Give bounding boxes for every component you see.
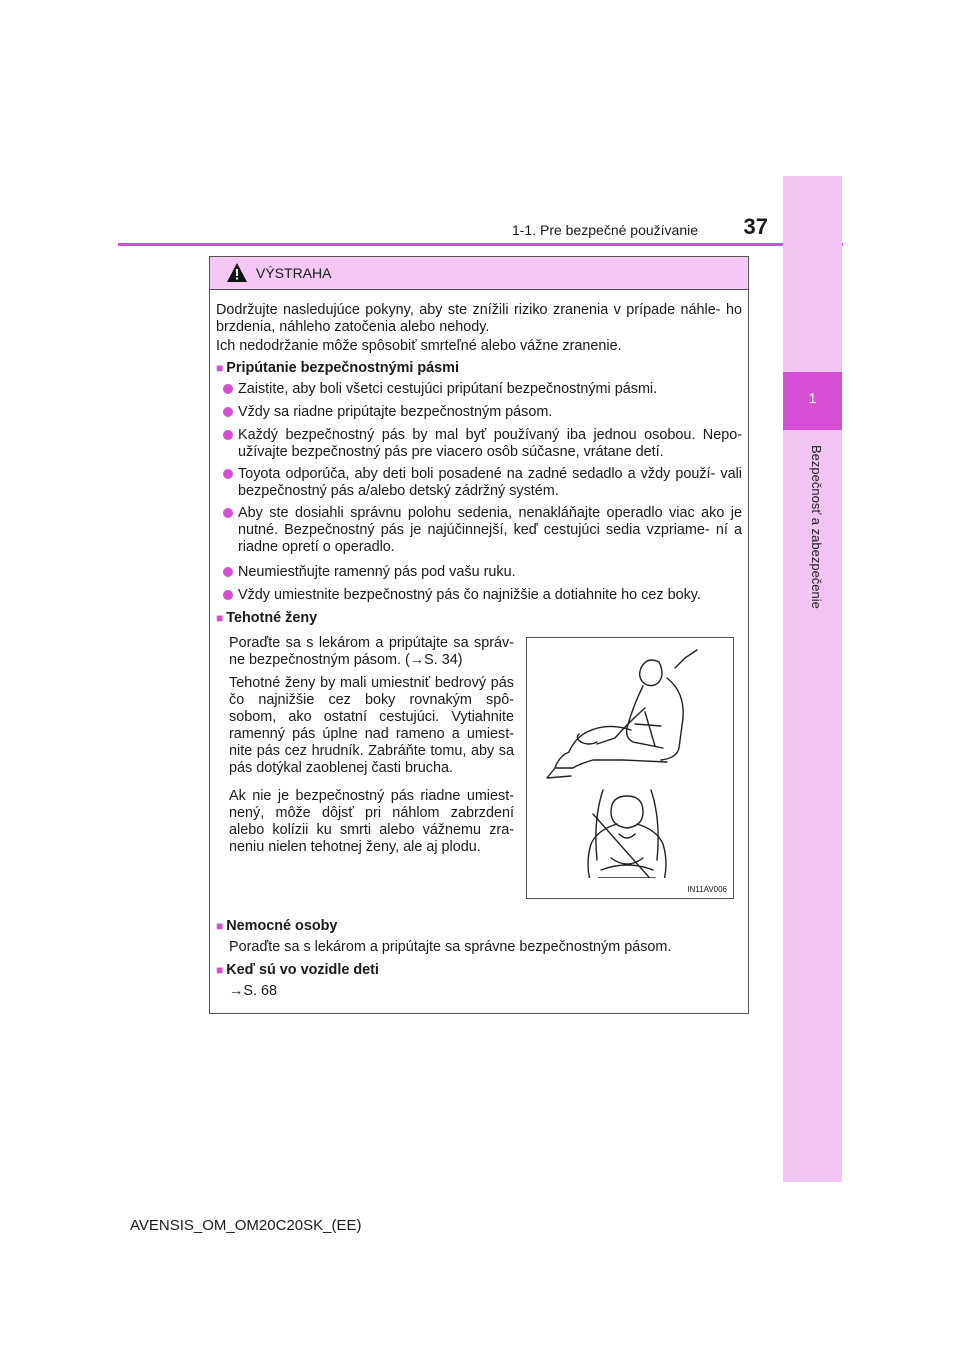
list-item: Toyota odporúča, aby deti boli posadené na zadné sedadlo a vždy použí- vali bezpečnostný pás a/alebo detský zádržný systém. [216, 466, 742, 500]
bullet-dot-icon [223, 508, 233, 518]
pregnant-paragraph: Poraďte sa s lekárom a pripútajte sa správ- ne bezpečnostným pásom. (→S. 34) [229, 635, 514, 668]
square-bullet-icon: ■ [216, 963, 224, 977]
document-code: AVENSIS_OM_OM20C20SK_(EE) [130, 1217, 362, 1234]
seated-woman-illustration [527, 638, 733, 878]
list-item: Vždy sa riadne pripútajte bezpečnostným pásom. [216, 404, 742, 421]
warning-intro-2: Ich nedodržanie môže spôsobiť smrteľné alebo vážne zranenie. [216, 338, 622, 354]
warning-triangle-icon [227, 263, 247, 282]
figure-code: IN11AV006 [687, 885, 727, 894]
list-item: Každý bezpečnostný pás by mal byť používaný iba jednou osobou. Nepo- užívajte bezpečnostný pás pre viacero osôb súčasne, vrátane detí. [216, 427, 742, 461]
section-heading-pregnant: ■ Tehotné ženy [216, 610, 318, 626]
bullet-dot-icon [223, 430, 233, 440]
list-item: Vždy umiestnite bezpečnostný pás čo najnižšie a dotiahnite ho cez boky. [216, 587, 742, 604]
bullet-dot-icon [223, 407, 233, 417]
square-bullet-icon: ■ [216, 361, 224, 375]
chapter-number: 1 [808, 390, 817, 406]
list-item: Neumiestňujte ramenný pás pod vašu ruku. [216, 564, 742, 581]
section-heading-children: ■ Keď sú vo vozidle deti [216, 962, 379, 978]
page-number: 37 [743, 214, 768, 239]
square-bullet-icon: ■ [216, 611, 224, 625]
pregnant-paragraph: Tehotné ženy by mali umiestniť bedrový pás čo najnižšie cez boky rovnakým spô- sobom, ako ostatní cestujúci. Vytiahnite ramenný pás úplne nad rameno a umiest- nite pás cez hrudník. Zabráňte tomu, aby sa pás dotýkal zaoblenej časti brucha. [229, 675, 514, 776]
bullet-dot-icon [223, 567, 233, 577]
warning-title: VÝSTRAHA [256, 265, 332, 281]
list-item: Aby ste dosiahli správnu polohu sedenia, nenakláňajte operadlo viac ako je nutné. Bezpečnostný pás je najúčinnejší, keď cestujúci sedia vzpriame- ní a riadne opretí o operadlo. [216, 505, 742, 556]
section-heading-seatbelts: ■ Pripútanie bezpečnostnými pásmi [216, 360, 459, 376]
chapter-title: Bezpečnosť a zabezpečenie [809, 445, 824, 609]
page-reference-link[interactable]: →S. 68 [229, 983, 277, 999]
pregnant-seatbelt-illustration [526, 637, 734, 899]
bullet-dot-icon [223, 469, 233, 479]
section-heading-ill: ■ Nemocné osoby [216, 918, 338, 934]
header-rule [118, 243, 843, 246]
bullet-dot-icon [223, 590, 233, 600]
square-bullet-icon: ■ [216, 919, 224, 933]
warning-intro: Dodržujte nasledujúce pokyny, aby ste znížili riziko zranenia v prípade náhle- ho brzdenia, náhleho zatočenia alebo nehody. [216, 302, 742, 335]
bullet-dot-icon [223, 384, 233, 394]
pregnant-paragraph: Ak nie je bezpečnostný pás riadne umiest- nený, môže dôjsť pri náhlom zabrzdení alebo kolízii ku smrti alebo vážnemu zra- neniu nielen tehotnej ženy, ale aj plodu. [229, 788, 514, 855]
list-item: Zaistite, aby boli všetci cestujúci pripútaní bezpečnostnými pásmi. [216, 381, 742, 398]
warning-box [209, 256, 749, 1014]
section-title: 1-1. Pre bezpečné používanie [511, 222, 698, 238]
ill-persons-text: Poraďte sa s lekárom a pripútajte sa správne bezpečnostným pásom. [229, 939, 672, 955]
warning-header [210, 257, 748, 290]
